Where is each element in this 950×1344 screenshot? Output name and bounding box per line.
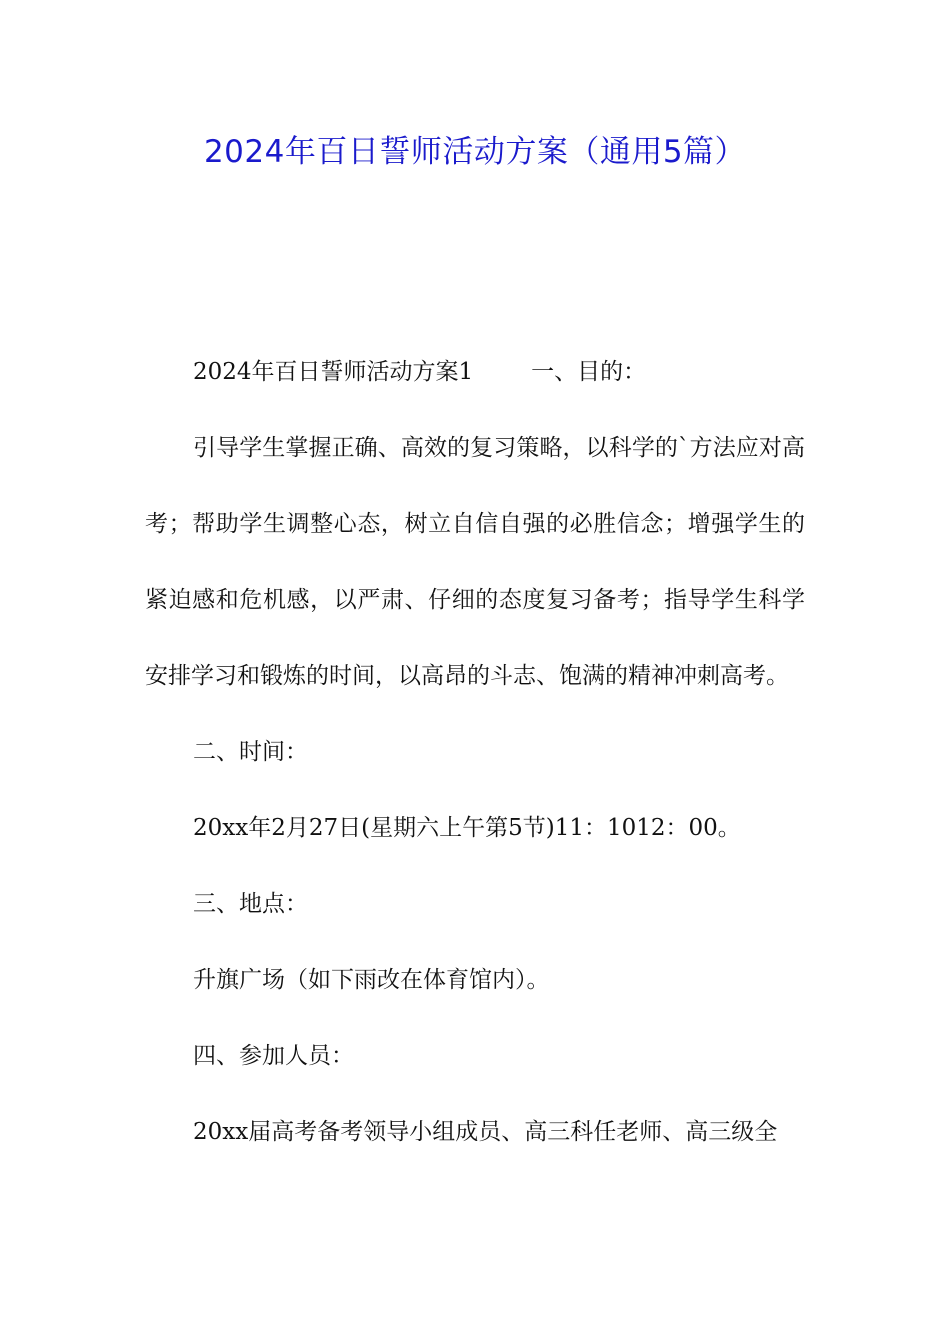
- section-heading-participants: 四、参加人员：: [193, 1043, 354, 1069]
- document-body: [145, 334, 805, 1170]
- document-title: 2024年百日誓师活动方案（通用5篇）: [203, 134, 747, 170]
- paragraph-purpose: 引导学生掌握正确、高效的复习策略，以科学的`方法应对高考；帮助学生调整心态，树立自信自强的必胜信念；增强学生的紧迫感和危机感，以严肃、仔细的态度复习备考；指导学生科学安排学习和锻炼的时间，以高昂的斗志、饱满的精神冲刺高考。: [145, 435, 805, 689]
- paragraph-participants: 20xx届高考备考领导小组成员、高三科任老师、高三级全: [193, 1119, 778, 1145]
- paragraph-time: 20xx年2月27日(星期六上午第5节)11：1012：00。: [193, 815, 741, 841]
- section-heading-location: 三、地点：: [193, 891, 308, 917]
- paragraph-location: 升旗广场（如下雨改在体育馆内）。: [193, 967, 550, 993]
- paragraph-plan-heading: [145, 334, 805, 410]
- section-heading-time: 二、时间：: [193, 739, 308, 765]
- section-heading-purpose: 一、目的：: [531, 359, 647, 385]
- plan-title-text: 2024年百日誓师活动方案1: [193, 359, 474, 385]
